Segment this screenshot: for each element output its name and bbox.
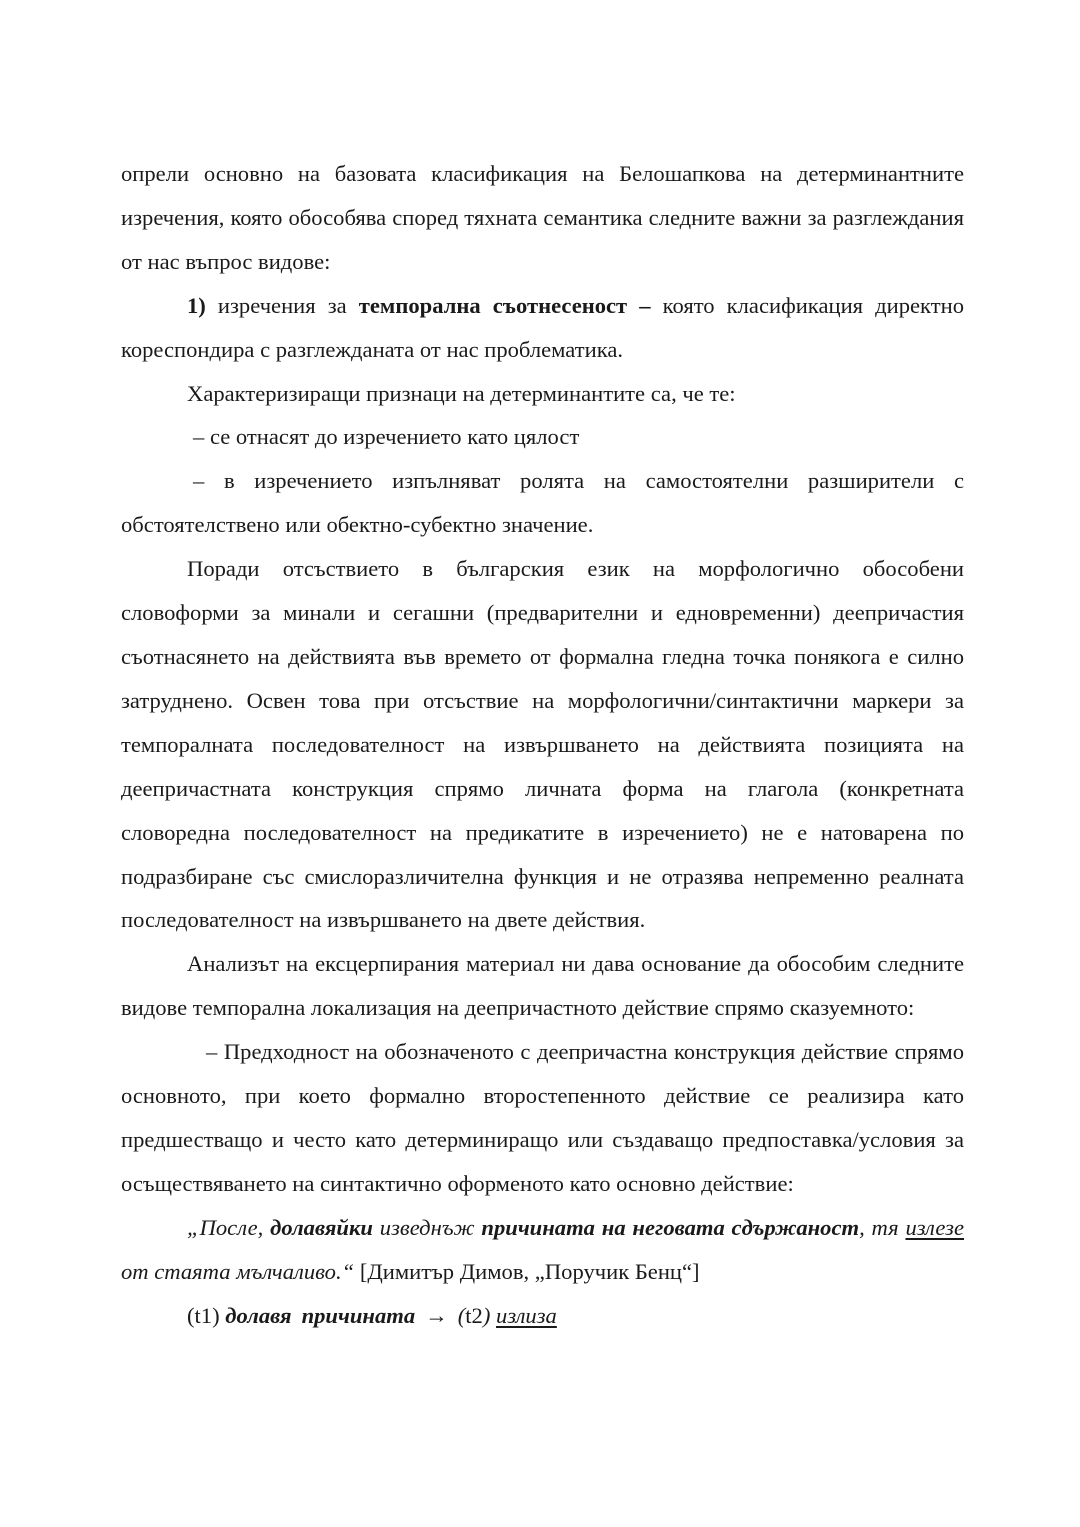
item-1-term: темпорална съотнесеност – (358, 292, 651, 318)
absence-paragraph: Поради отсъствието в българския език на морфологично обособени словоформи за минали и сегашни (предварителни и едновременни) деепричастия съотнасянето на действията във времето от формална гледна точка понякога е силно затруднено. Освен това при отсъствие на морфологични/синтактични маркери за темпоралната последователност на извършването на действията позицията на деепричастната конструкция спрямо личната форма на глагола (конкретната словоредна последователност на предикатите в изречението) не е натоварена по подразбиране със смислоразличителна функция и не отразява непременно реалната последователност на извършването на двете действия. (121, 556, 964, 933)
features-heading: Характеризиращи признаци на детерминантите са, че те: (187, 380, 736, 406)
schema-line (121, 1294, 964, 1338)
schema-t1: (t1) (187, 1302, 226, 1328)
intro-paragraph: опрели основно на базовата класификация на Белошапкова на детерминантните изречения, която обособява според тяхната семантика следните важни за разглеждания от нас въпрос видове: (121, 161, 964, 274)
feature-item-2: – в изречението изпълняват ролята на самостоятелни разширители с обстоятелствено или обектно-субектно значение. (121, 468, 964, 538)
item-1-post: която класификация директно кореспондира с разглежданата от нас проблематика. (121, 292, 964, 362)
arrow-icon: → (425, 1302, 448, 1328)
example-object: причината на неговата сдържаност (481, 1214, 860, 1240)
item-1-paragraph (121, 284, 964, 372)
schema-action1-object: причината (301, 1302, 416, 1328)
example-comma: , тя (859, 1214, 906, 1240)
example-source: [Димитър Димов, „Поручик Бенц“] (354, 1258, 700, 1284)
schema-action2: излиза (496, 1302, 557, 1328)
schema-action1-verb: долавя (225, 1302, 292, 1328)
schema-paren-close: ) (482, 1302, 491, 1328)
item-1-pre: изречения за (205, 292, 359, 318)
precedence-paragraph: – Предходност на обозначеното с деепричастна конструкция действие спрямо основното, при което формално второстепенното действие се реализира като предшестващо и често като детерминиращо или създаващо предпоставка/условия за осъществяването на синтактично оформеното като основно действие: (121, 1039, 964, 1196)
document-page (121, 152, 964, 1337)
schema-t2: t2 (465, 1302, 483, 1328)
analysis-paragraph: Анализът на ексцерпирания материал ни дава основание да обособим следните видове темпорална локализация на деепричастното действие спрямо сказуемното: (121, 951, 964, 1021)
example-tail: от стаята мълчаливо.“ (121, 1258, 355, 1284)
example-verb: излезе (905, 1214, 965, 1240)
example-open: „После, (187, 1214, 271, 1240)
example-quote (121, 1206, 964, 1294)
item-1-number: 1) (187, 292, 206, 318)
schema-paren: ( (457, 1302, 466, 1328)
example-gerund: долавяйки (270, 1214, 373, 1240)
feature-item-1: – се отнасят до изречението като цялост (193, 424, 580, 450)
example-mid: изведнъж (372, 1214, 482, 1240)
